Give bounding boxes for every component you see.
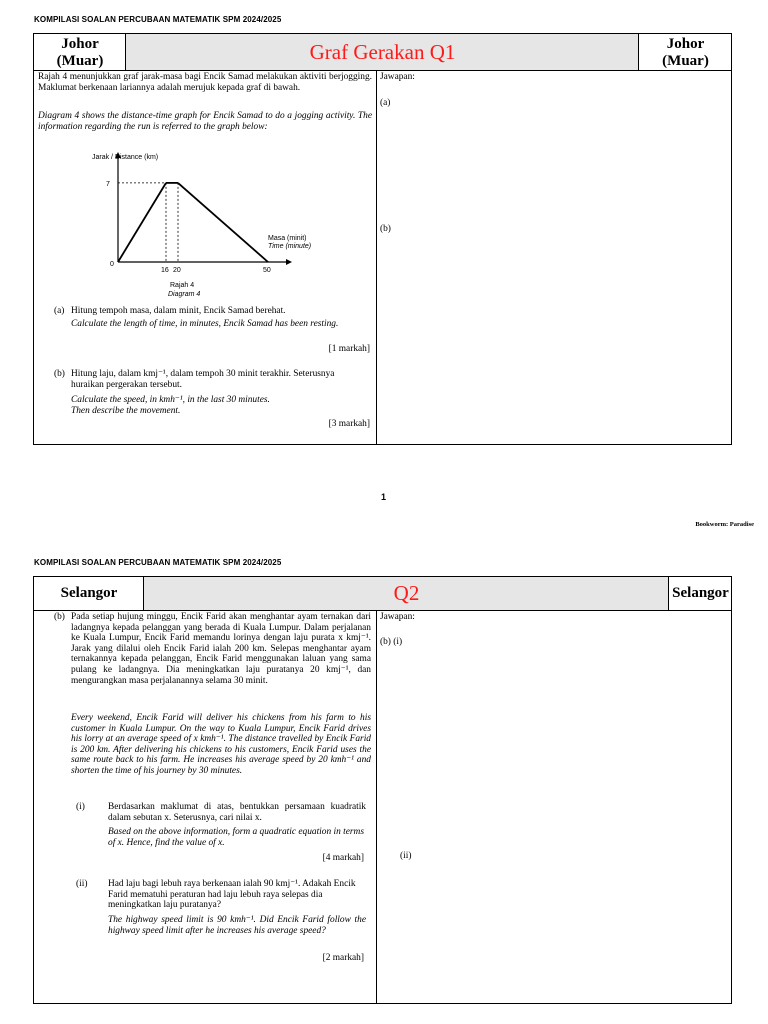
- q1-part-a-english: Calculate the length of time, in minutes, Encik Samad has been resting.: [71, 319, 339, 329]
- q1-part-a-marks: [1 markah]: [328, 344, 370, 354]
- q2-answer-ii: (ii): [400, 851, 412, 861]
- q1-region-right-line2: (Muar): [662, 53, 709, 69]
- q2-sub-i-english: Based on the above information, form a quadratic equation in terms of x. Hence, find the value of x.: [108, 827, 364, 848]
- q2-sub-i-marks: [4 markah]: [322, 853, 364, 863]
- q1-answer-a: (a): [380, 98, 391, 108]
- document-header: KOMPILASI SOALAN PERCUBAAN MATEMATIK SPM 2024/2025: [34, 15, 282, 24]
- q1-part-a-malay: Hitung tempoh masa, dalam minit, Encik Samad berehat.: [71, 306, 286, 316]
- footer-credit: Bookworm: Paradise: [695, 521, 754, 528]
- q1-region-left: [34, 36, 126, 70]
- document-header-2: KOMPILASI SOALAN PERCUBAAN MATEMATIK SPM 2024/2025: [34, 558, 282, 567]
- q2-sub-ii-label: (ii): [76, 879, 88, 889]
- y-tick-label: 7: [106, 180, 110, 188]
- q1-part-b-malay: Hitung laju, dalam kmj⁻¹, dalam tempoh 30 minit terakhir. Seterusnya huraikan pergerakan tersebut.: [71, 369, 335, 390]
- q1-part-b-english-1: Calculate the speed, in kmh⁻¹, in the last 30 minutes.: [71, 395, 270, 405]
- graph-segment-3: [178, 183, 268, 262]
- q1-part-a-label: (a): [54, 306, 65, 316]
- x-axis-arrow: [286, 259, 292, 265]
- graph-segment-1: [118, 183, 166, 262]
- y-axis-label: Jarak / Distance (km): [92, 154, 159, 162]
- x-axis-label-malay: Masa (minit): [268, 235, 307, 242]
- x-tick-label-50: 50: [263, 267, 271, 274]
- q2-intro-english: Every weekend, Encik Farid will deliver his chickens from his farm to his customer in Kuala Lumpur. On the way to Kuala Lumpur, Encik Farid drives his lorry at an average speed of x kmh⁻¹. The distance travelled by Encik Farid is 200 km. After delivering his chickens to his customers, Encik Farid uses the same route back to his farm. He increases his average speed by 20 kmh⁻¹ and shorten the time of his journey by 30 minutes.: [71, 713, 371, 776]
- graph-caption-malay: Rajah 4: [170, 282, 195, 289]
- q2-sub-ii-english: The highway speed limit is 90 kmh⁻¹. Did Encik Farid follow the highway speed limit after he increases his average speed?: [108, 915, 366, 936]
- q2-answer-heading: Jawapan:: [380, 612, 415, 622]
- q2-sub-ii-malay: Had laju bagi lebuh raya berkenaan ialah 90 kmj⁻¹. Adakah Encik Farid mematuhi peraturan had laju lebuh raya selepas dia meningkatkan laju puratanya?: [108, 879, 356, 911]
- x-tick-label-20: 20: [173, 267, 181, 274]
- q2-part-label: (b): [54, 612, 65, 622]
- q1-region-right-line1: Johor: [666, 36, 705, 52]
- origin-label: 0: [110, 261, 114, 268]
- page-number: 1: [381, 492, 387, 502]
- q1-region-left-line2: (Muar): [56, 53, 104, 69]
- q2-sub-ii-marks: [2 markah]: [322, 953, 364, 963]
- q1-answer-heading: Jawapan:: [380, 72, 415, 82]
- q2-answer-b-i: (b) (i): [380, 637, 403, 647]
- q2-region-right: Selangor: [672, 585, 729, 601]
- q1-part-b-label: (b): [54, 369, 65, 379]
- q1-table: [33, 33, 732, 445]
- graph-caption-english: Diagram 4: [168, 291, 201, 298]
- q1-region-left-line1: Johor: [61, 36, 99, 52]
- q1-answer-b: (b): [380, 224, 391, 234]
- q2-region-left: Selangor: [60, 585, 118, 601]
- q1-intro-malay: Rajah 4 menunjukkan graf jarak-masa bagi Encik Samad melakukan aktiviti berjogging. Maklumat berkenaan lariannya adalah merujuk kepada graf di bawah.: [38, 72, 372, 93]
- q1-intro-english: Diagram 4 shows the distance-time graph for Encik Samad to do a jogging activity. The information regarding the run is referred to the graph below:: [38, 111, 372, 132]
- q2-table: [33, 576, 732, 1004]
- q2-sub-i-malay: Berdasarkan maklumat di atas, bentukkan persamaan kuadratik dalam sebutan x. Seterusnya, cari nilai x.: [108, 802, 366, 823]
- q1-part-b-marks: [3 markah]: [328, 419, 370, 429]
- q2-title: Q2: [393, 581, 420, 605]
- q1-title: Graf Gerakan Q1: [309, 40, 456, 64]
- x-tick-label-16: 16: [161, 267, 169, 274]
- q2-sub-i-label: (i): [76, 802, 85, 812]
- q2-intro-malay: Pada setiap hujung minggu, Encik Farid akan menghantar ayam ternakan dari ladangnya kepada pelanggan yang berada di Kuala Lumpur. Dalam perjalanan ke Kuala Lumpur, Encik Farid memandu lorinya dengan laju purata x kmj⁻¹. Jarak yang dilalui oleh Encik Farid ialah 200 km. Selepas menghantar ayam ternakannya kepada pelanggan, Encik Farid menggunakan laluan yang sama pulang ke ladangnya. Dia meningkatkan laju puratanya 20 kmj⁻¹, dan mengurangkan masa perjalanannya selama 30 minit.: [71, 612, 371, 686]
- q1-part-b-english-2: Then describe the movement.: [71, 406, 181, 416]
- x-axis-label-english: Time (minute): [268, 243, 312, 250]
- q1-region-right: [639, 36, 732, 70]
- distance-time-graph: [84, 152, 344, 302]
